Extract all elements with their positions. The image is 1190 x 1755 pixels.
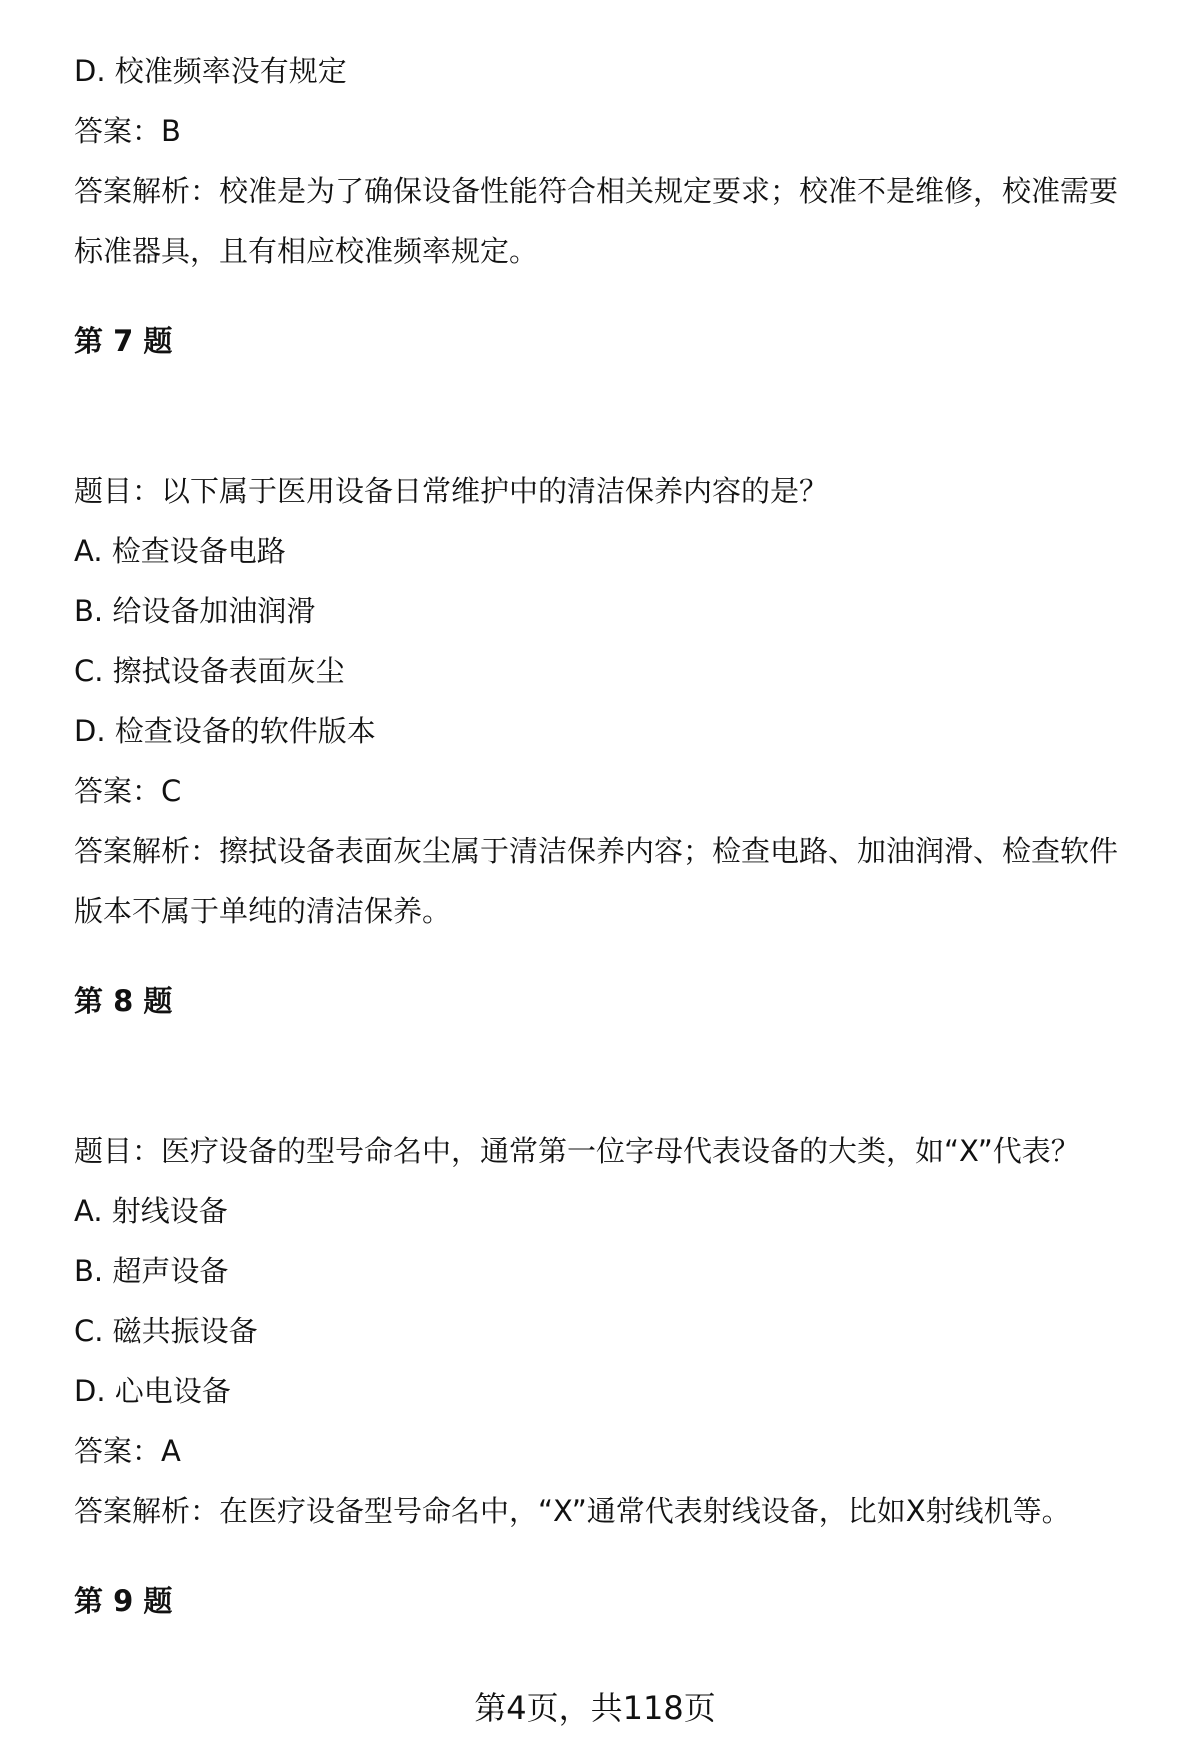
q6-analysis-line2: 标准器具，且有相应校准频率规定。 [74, 234, 539, 268]
q8-option-a: A. 射线设备 [74, 1194, 228, 1228]
q8-question: 题目：医疗设备的型号命名中，通常第一位字母代表设备的大类，如“X”代表？ [74, 1134, 1080, 1168]
q7-question: 题目：以下属于医用设备日常维护中的清洁保养内容的是？ [74, 474, 829, 508]
q8-heading: 第 8 题 [74, 984, 173, 1018]
q8-option-d: D. 心电设备 [74, 1374, 231, 1408]
q8-analysis-line1: 答案解析：在医疗设备型号命名中，“X”通常代表射线设备，比如X射线机等。 [74, 1494, 1071, 1528]
q7-option-b: B. 给设备加油润滑 [74, 594, 316, 628]
q8-answer: 答案：A [74, 1434, 181, 1468]
q7-analysis-line1: 答案解析：擦拭设备表面灰尘属于清洁保养内容；检查电路、加油润滑、检查软件 [74, 834, 1119, 868]
q6-option-d: D. 校准频率没有规定 [74, 54, 347, 88]
q7-heading: 第 7 题 [74, 324, 173, 358]
q6-answer: 答案：B [74, 114, 181, 148]
q8-option-b: B. 超声设备 [74, 1254, 229, 1288]
q6-analysis-line1: 答案解析：校准是为了确保设备性能符合相关规定要求；校准不是维修，校准需要 [74, 174, 1119, 208]
page-indicator: 第4页，共118页 [474, 1689, 716, 1727]
q7-analysis-line2: 版本不属于单纯的清洁保养。 [74, 894, 452, 928]
q9-heading: 第 9 题 [74, 1584, 173, 1618]
q7-option-c: C. 擦拭设备表面灰尘 [74, 654, 345, 688]
q7-answer: 答案：C [74, 774, 182, 808]
q8-option-c: C. 磁共振设备 [74, 1314, 258, 1348]
q7-option-a: A. 检查设备电路 [74, 534, 286, 568]
q7-option-d: D. 检查设备的软件版本 [74, 714, 376, 748]
